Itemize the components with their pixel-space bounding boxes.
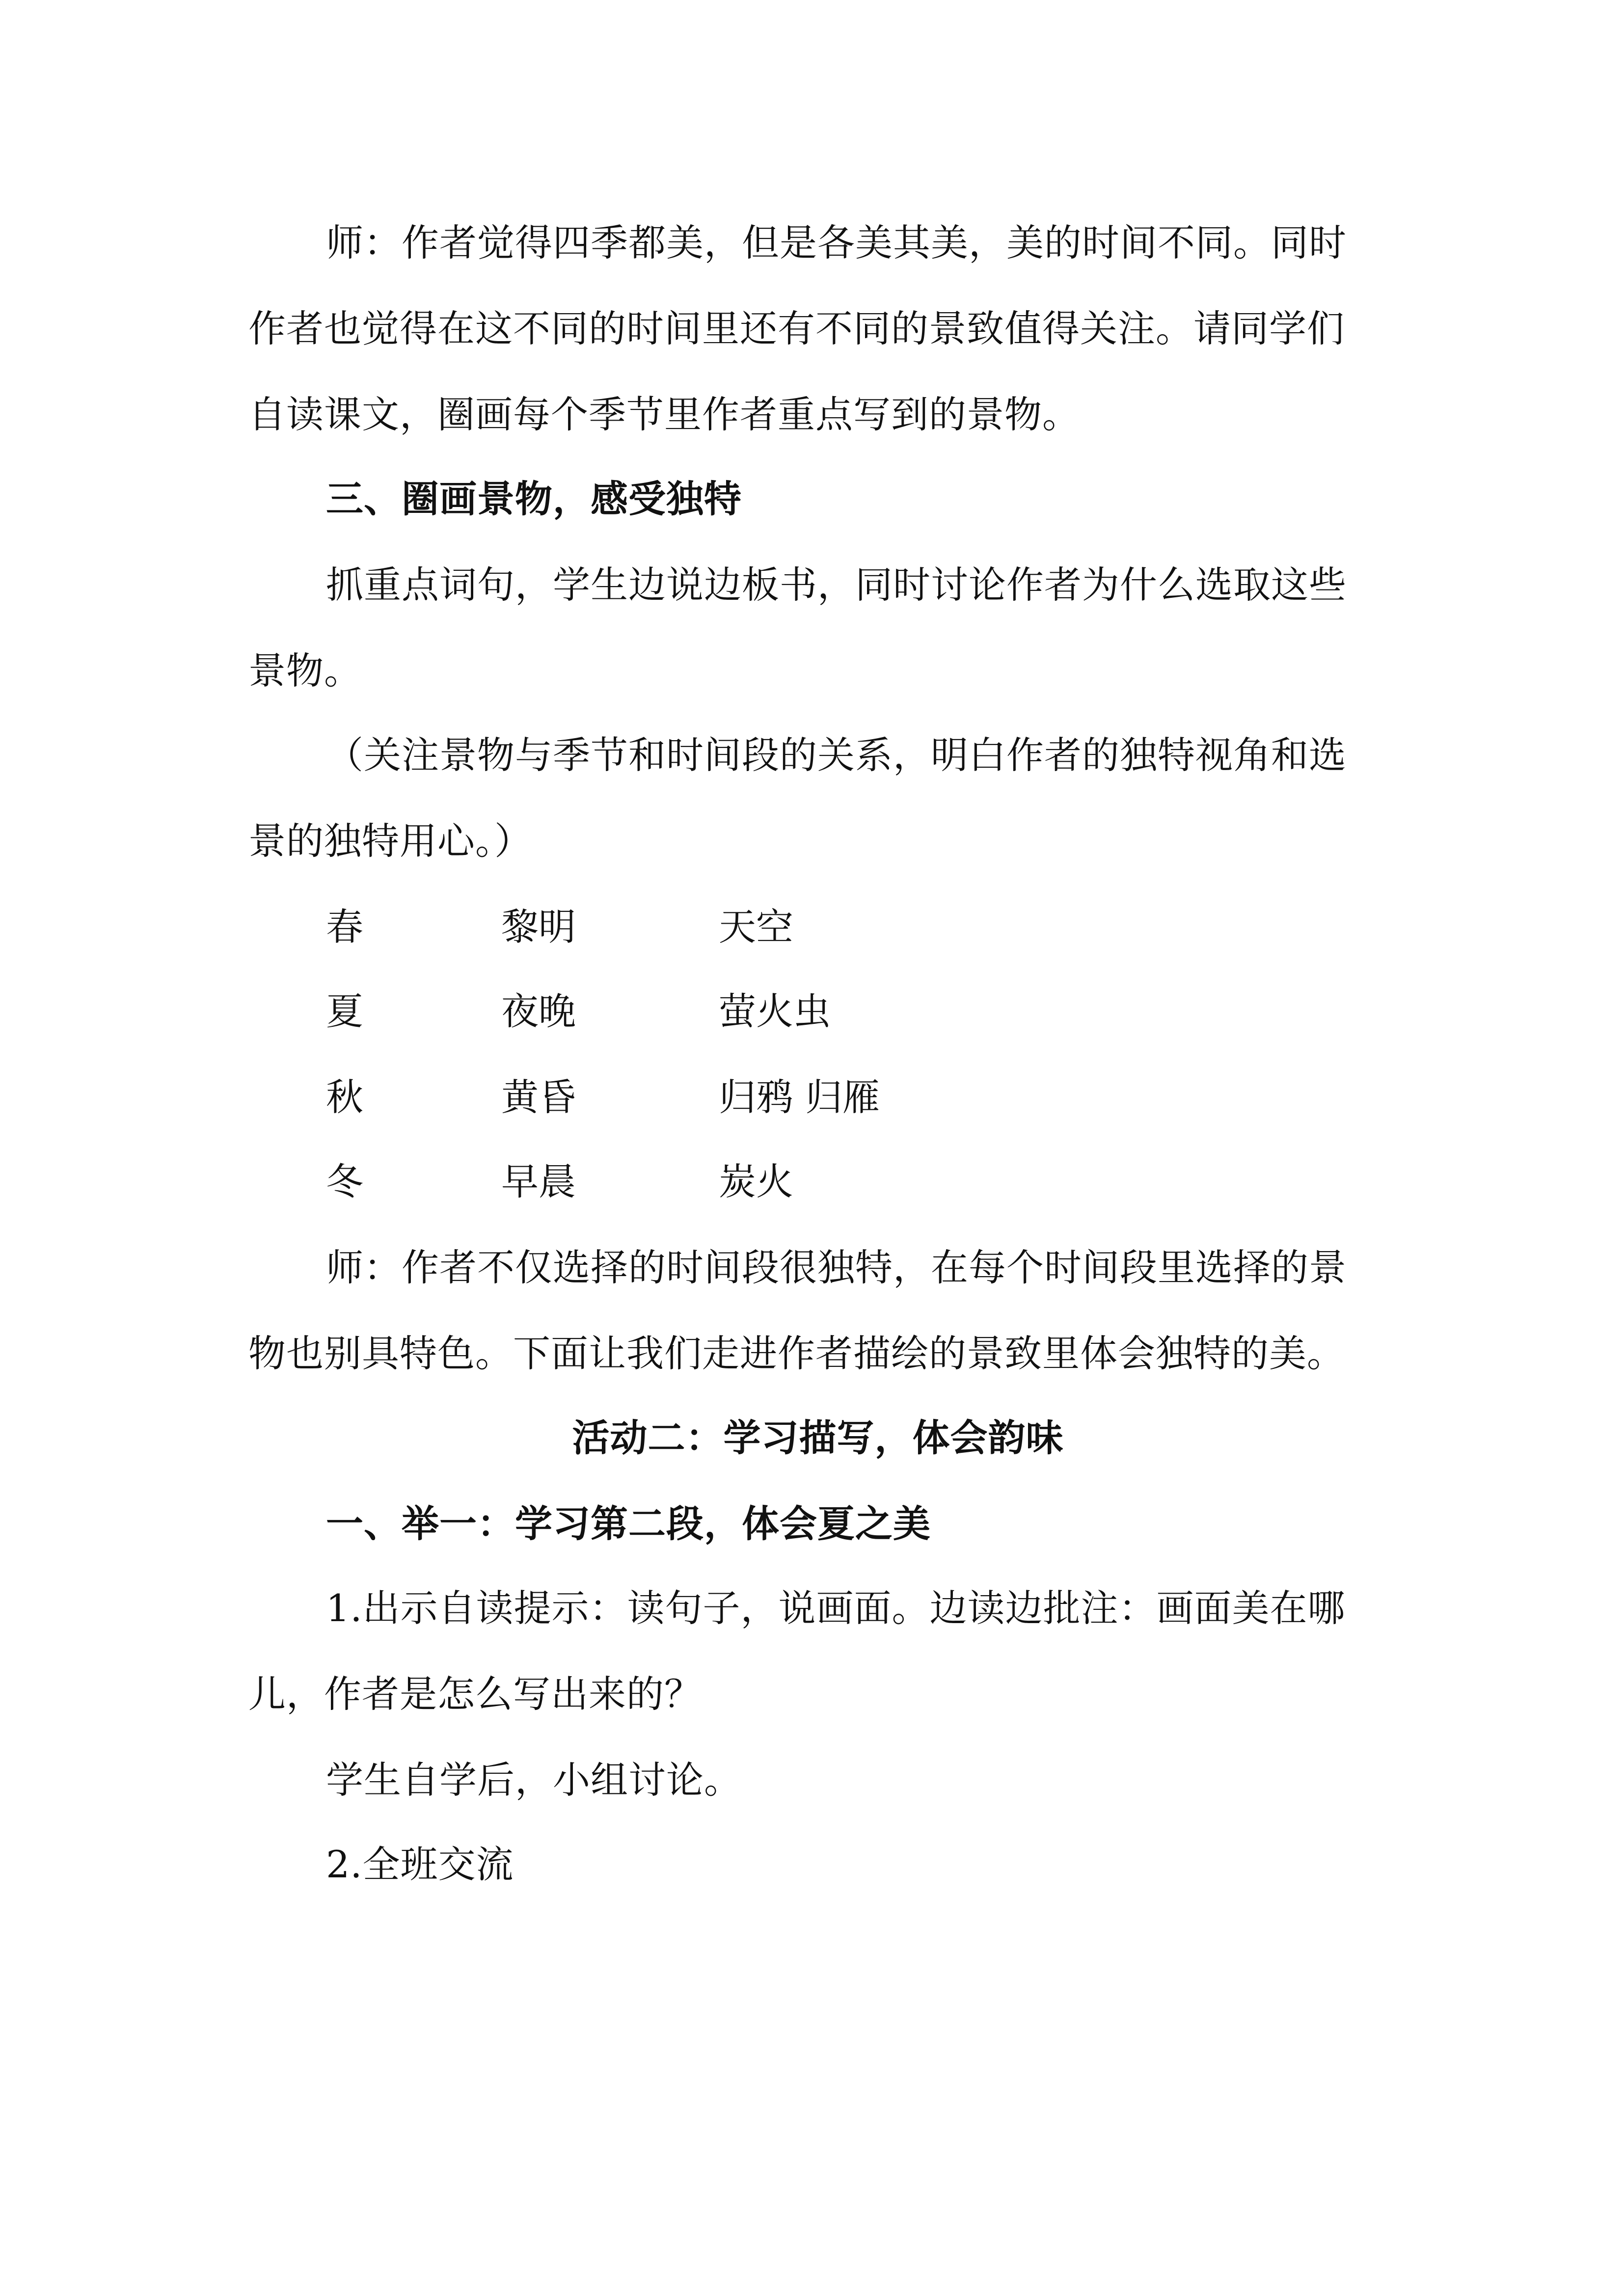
- scene-cell: 归鸦 归雁: [719, 1075, 880, 1119]
- paragraph-key-words-line-2: 景物。: [248, 649, 362, 693]
- season-row-spring: [326, 900, 1111, 954]
- paragraph-reading-prompt-line-2: 儿，作者是怎么写出来的？: [248, 1672, 702, 1716]
- section-heading-one: 一、举一：学习第二段，体会夏之美: [326, 1502, 931, 1546]
- season-row-winter: [326, 1155, 1111, 1209]
- paragraph-teacher-intro-line-3: 自读课文，圈画每个季节里作者重点写到的景物。: [248, 393, 1080, 436]
- season-cell: 春: [326, 905, 363, 949]
- activity-heading-two: 活动二：学习描写，体会韵味: [572, 1416, 1064, 1460]
- season-cell: 夏: [326, 989, 363, 1033]
- paragraph-class-exchange: 2.全班交流: [326, 1842, 514, 1886]
- paragraph-teacher-intro-line-1: 师：作者觉得四季都美，但是各美其美，美的时间不同。同时: [326, 221, 1347, 265]
- paragraph-group-discussion: 学生自学后，小组讨论。: [326, 1758, 742, 1802]
- time-cell: 黄昏: [501, 1075, 576, 1119]
- paragraph-teacher-transition-line-2: 物也别具特色。下面让我们走进作者描绘的景致里体会独特的美。: [248, 1332, 1345, 1375]
- season-row-summer: [326, 985, 1111, 1039]
- paragraph-teacher-intro-line-2: 作者也觉得在这不同的时间里还有不同的景致值得关注。请同学们: [248, 307, 1345, 350]
- scene-cell: 萤火虫: [719, 989, 831, 1033]
- scene-cell: 炭火: [719, 1160, 793, 1203]
- paragraph-reading-prompt-line-1: 1.出示自读提示：读句子，说画面。边读边批注：画面美在哪: [326, 1586, 1346, 1630]
- paragraph-note-line-2: 景的独特用心。）: [248, 819, 532, 863]
- time-cell: 早晨: [501, 1160, 576, 1203]
- scene-cell: 天空: [719, 905, 793, 949]
- section-heading-three: 三、圈画景物，感受独特: [326, 477, 742, 521]
- paragraph-key-words-line-1: 抓重点词句，学生边说边板书，同时讨论作者为什么选取这些: [326, 563, 1347, 607]
- paragraph-teacher-transition-line-1: 师：作者不仅选择的时间段很独特，在每个时间段里选择的景: [326, 1246, 1347, 1289]
- time-cell: 夜晚: [501, 989, 576, 1033]
- season-row-autumn: [326, 1070, 1111, 1124]
- season-cell: 秋: [326, 1075, 363, 1119]
- season-cell: 冬: [326, 1160, 363, 1203]
- paragraph-note-line-1: （关注景物与季节和时间段的关系，明白作者的独特视角和选: [326, 733, 1347, 777]
- time-cell: 黎明: [501, 905, 576, 949]
